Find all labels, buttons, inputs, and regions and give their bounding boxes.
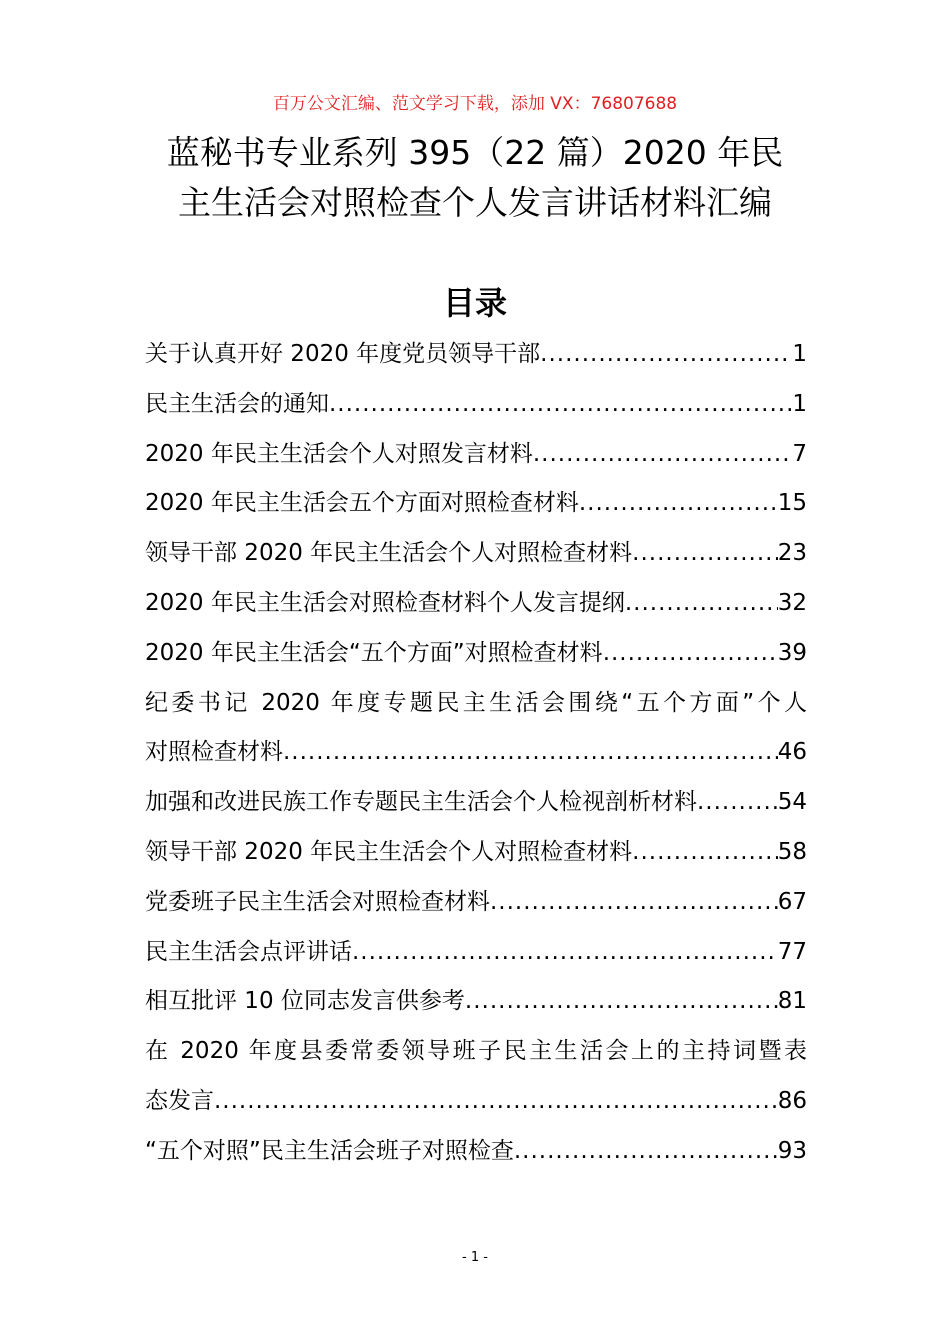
table-of-contents bbox=[145, 333, 807, 1180]
toc-entry[interactable] bbox=[145, 383, 807, 433]
toc-entry[interactable] bbox=[145, 1130, 807, 1180]
toc-entry[interactable] bbox=[145, 731, 807, 781]
toc-entry-page: 86 bbox=[777, 1087, 807, 1114]
toc-entry[interactable] bbox=[145, 980, 807, 1030]
dot-leader bbox=[214, 1080, 778, 1122]
toc-entry[interactable] bbox=[145, 781, 807, 831]
watermark-notice: 百万公文汇编、范文学习下载，添加 VX：76807688 bbox=[272, 94, 678, 114]
dot-leader bbox=[533, 433, 793, 475]
dot-leader bbox=[603, 632, 778, 674]
toc-entry-title: 领导干部 2020 年民主生活会个人对照检查材料 bbox=[145, 540, 633, 567]
toc-entry-page: 54 bbox=[777, 789, 807, 816]
toc-entry-page: 23 bbox=[777, 540, 807, 567]
toc-entry[interactable] bbox=[145, 831, 807, 881]
dot-leader bbox=[465, 980, 778, 1022]
title-line-1: 蓝秘书专业系列 395（22 篇）2020 年民 bbox=[166, 133, 784, 172]
toc-entry-title: 民主生活会点评讲话 bbox=[145, 938, 352, 965]
dot-leader bbox=[697, 781, 778, 823]
dot-leader bbox=[540, 333, 792, 375]
toc-entry-title: 2020 年民主生活会对照检查材料个人发言提纲 bbox=[145, 589, 625, 616]
dot-leader bbox=[579, 482, 778, 524]
toc-entry-title: 相互批评 10 位同志发言供参考 bbox=[145, 988, 465, 1015]
toc-entry[interactable] bbox=[145, 532, 807, 582]
toc-entry[interactable] bbox=[145, 1080, 807, 1130]
title-line-2: 主生活会对照检查个人发言讲话材料汇编 bbox=[178, 183, 772, 222]
toc-entry-page: 1 bbox=[792, 341, 807, 367]
dot-leader bbox=[632, 532, 778, 574]
toc-entry[interactable] bbox=[145, 881, 807, 931]
toc-entry-title: 在 2020 年度县委常委领导班子民主生活会上的主持词暨表 bbox=[145, 1038, 807, 1065]
toc-entry-title: 纪委书记 2020 年度专题民主生活会围绕“五个方面”个人 bbox=[145, 689, 807, 716]
toc-entry[interactable] bbox=[145, 433, 807, 483]
toc-entry[interactable] bbox=[145, 682, 807, 732]
dot-leader bbox=[329, 383, 792, 425]
dot-leader bbox=[625, 582, 778, 624]
dot-leader bbox=[352, 931, 778, 973]
dot-leader bbox=[283, 731, 778, 773]
toc-entry-page: 15 bbox=[777, 490, 807, 517]
toc-entry-page: 81 bbox=[777, 988, 807, 1015]
toc-entry-page: 1 bbox=[792, 390, 807, 417]
toc-heading: 目录 bbox=[442, 284, 507, 322]
toc-entry-title: 对照检查材料 bbox=[145, 739, 283, 766]
toc-entry-title: 领导干部 2020 年民主生活会个人对照检查材料 bbox=[145, 838, 633, 865]
toc-entry-page: 58 bbox=[777, 838, 807, 865]
toc-entry-title: “五个对照”民主生活会班子对照检查 bbox=[145, 1137, 514, 1164]
toc-entry[interactable] bbox=[145, 1030, 807, 1080]
toc-entry-title: 民主生活会的通知 bbox=[145, 390, 329, 417]
toc-entry-page: 93 bbox=[777, 1137, 807, 1164]
toc-entry-page: 39 bbox=[777, 639, 807, 666]
toc-entry[interactable] bbox=[145, 333, 807, 383]
toc-entry[interactable] bbox=[145, 582, 807, 632]
toc-entry-page: 32 bbox=[777, 589, 807, 616]
toc-entry-page: 7 bbox=[792, 440, 807, 467]
toc-entry[interactable] bbox=[145, 931, 807, 981]
toc-entry-title: 党委班子民主生活会对照检查材料 bbox=[145, 888, 490, 915]
toc-entry-title: 2020 年民主生活会五个方面对照检查材料 bbox=[145, 490, 579, 517]
toc-entry-page: 46 bbox=[777, 739, 807, 766]
toc-entry-title: 态发言 bbox=[145, 1087, 214, 1114]
toc-entry-page: 67 bbox=[777, 888, 807, 915]
dot-leader bbox=[514, 1130, 778, 1172]
dot-leader bbox=[490, 881, 778, 923]
toc-entry-title: 关于认真开好 2020 年度党员领导干部 bbox=[145, 341, 541, 367]
dot-leader bbox=[632, 831, 778, 873]
page-number: - 1 - bbox=[462, 1250, 488, 1265]
toc-entry-title: 2020 年民主生活会“五个方面”对照检查材料 bbox=[145, 639, 603, 666]
toc-entry[interactable] bbox=[145, 482, 807, 532]
toc-entry-title: 2020 年民主生活会个人对照发言材料 bbox=[145, 440, 533, 467]
toc-entry-page: 77 bbox=[777, 938, 807, 965]
toc-entry-title: 加强和改进民族工作专题民主生活会个人检视剖析材料 bbox=[145, 789, 697, 816]
toc-entry[interactable] bbox=[145, 632, 807, 682]
document-title bbox=[100, 128, 850, 228]
